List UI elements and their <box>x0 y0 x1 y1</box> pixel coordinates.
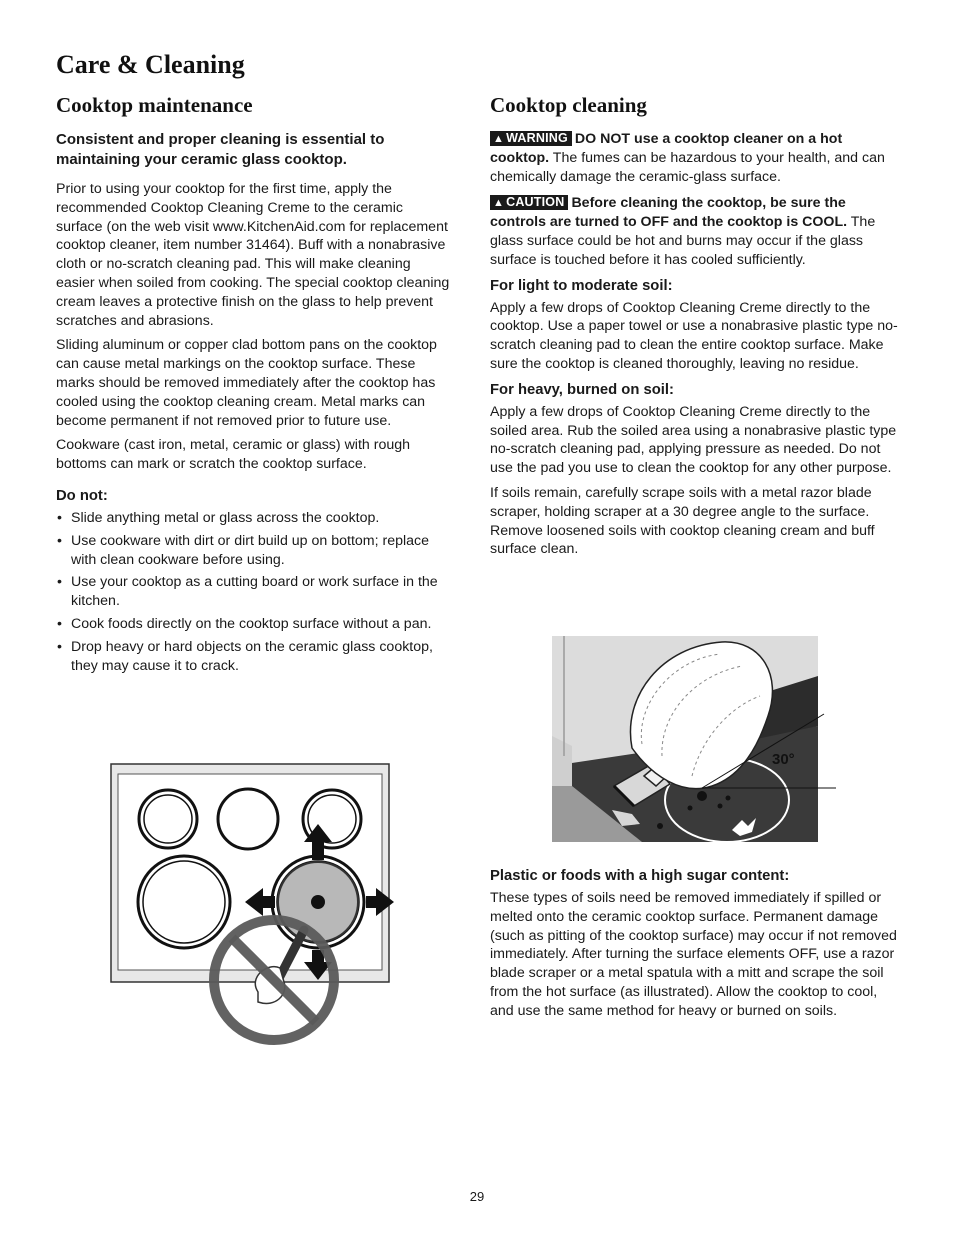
warning-triangle-icon: ▲ <box>493 133 505 145</box>
cleaning-section <box>490 93 900 565</box>
sugar-section <box>490 864 900 1027</box>
heavy-soil-heading: For heavy, burned on soil: <box>490 381 674 398</box>
burner-ring <box>138 856 230 948</box>
maintenance-lead: Consistent and proper cleaning is essential to maintaining your ceramic glass cooktop. <box>56 131 385 168</box>
page-title: Care & Cleaning <box>56 50 245 79</box>
list-item: • Drop heavy or hard objects on the ceramic glass cooktop, they may cause it to crack. <box>56 638 452 676</box>
page-number: 29 <box>469 1189 485 1204</box>
donot-list <box>56 509 452 675</box>
maintenance-paragraph: Prior to using your cooktop for the first time, apply the recommended Cooktop Cleaning Creme to the ceramic surface (on the web visit www.KitchenAid.com for replacement cooktop cleaner, item number 31464). Buff with a nonabrasive cloth or no-scratch cleaning pad. This will make cleaning easier when soiled from cooking. The special cooktop cleaning cream leaves a protective finish on the glass to help prevent scratches and abrasions. <box>56 181 450 329</box>
scraper-illustration <box>552 636 836 842</box>
burner-ring <box>218 789 278 849</box>
light-soil-heading: For light to moderate soil: <box>490 277 673 294</box>
warning-notice: ▲ WARNING DO NOT use a cooktop cleaner on a hot cooktop. The fumes can be hazardous to your health, and can chemically damage the ceramic-glass surface. <box>490 131 885 185</box>
warning-badge: ▲ WARNING <box>490 131 572 146</box>
cleaning-heading: Cooktop cleaning <box>490 93 647 117</box>
angle-label: 30° <box>772 751 795 768</box>
list-item: • Use cookware with dirt or dirt build up on bottom; replace with clean cookware before using. <box>56 532 452 570</box>
caution-triangle-icon: ▲ <box>493 197 505 210</box>
light-soil-text: Apply a few drops of Cooktop Cleaning Creme directly to the cooktop. Use a paper towel or use a nonabrasive plastic type no-scratch cleaning pad to clean the entire cooktop surface. Make sure the cooktop is cleaned thoroughly, leaving no residue. <box>490 299 898 372</box>
list-item: • Use your cooktop as a cutting board or work surface in the kitchen. <box>56 573 452 611</box>
list-item: • Slide anything metal or glass across the cooktop. <box>56 509 452 528</box>
caution-badge: ▲ CAUTION <box>490 195 568 210</box>
sugar-text: These types of soils need be removed immediately if spilled or melted onto the ceramic cooktop surface. Permanent damage (such as pitting of the cooktop surface) may occur if not removed immediately. After turning the surface elements OFF, use a razor blade scraper or a metal spatula with a mitt and scrape the soil from the hot surface (as illustrated). Allow the cooktop to cool, and use the same method for heavy or burned on soils. <box>490 890 897 1019</box>
maintenance-paragraph: Cookware (cast iron, metal, ceramic or glass) with rough bottoms can mark or scratch the cooktop surface. <box>56 437 411 473</box>
maintenance-section <box>56 93 452 679</box>
list-item: • Cook foods directly on the cooktop surface without a pan. <box>56 615 452 634</box>
caution-notice: ▲ CAUTION Before cleaning the cooktop, be sure the controls are turned to OFF and the cooktop is COOL. The glass surface could be hot and burns may occur if the glass surface is touched before it has cooled sufficiently. <box>490 195 876 268</box>
burner-ring <box>139 790 197 848</box>
maintenance-paragraph: Sliding aluminum or copper clad bottom pans on the cooktop can cause metal markings on the cooktop surface. These marks should be removed immediately after the cooktop has cooled using the cooktop cleaning cream. Metal marks can become permanent if not removed prior to future use. <box>56 337 437 429</box>
donot-heading: Do not: <box>56 487 108 504</box>
scrape-text: If soils remain, carefully scrape soils with a metal razor blade scraper, holding scraper at a 30 degree angle to the surface. Remove loosened soils with cooktop cleaning cream and buff surface clean. <box>490 484 875 558</box>
cooktop-no-slide-illustration <box>108 762 398 1052</box>
sugar-heading: Plastic or foods with a high sugar content: <box>490 868 790 884</box>
heavy-soil-text: Apply a few drops of Cooktop Cleaning Creme directly to the soiled area. Rub the soiled area using a nonabrasive plastic type no-scratch cleaning pad, applying pressure as needed. Do not use the pad you use to clean the cooktop for any other purpose. <box>490 403 897 477</box>
maintenance-heading: Cooktop maintenance <box>56 93 253 117</box>
